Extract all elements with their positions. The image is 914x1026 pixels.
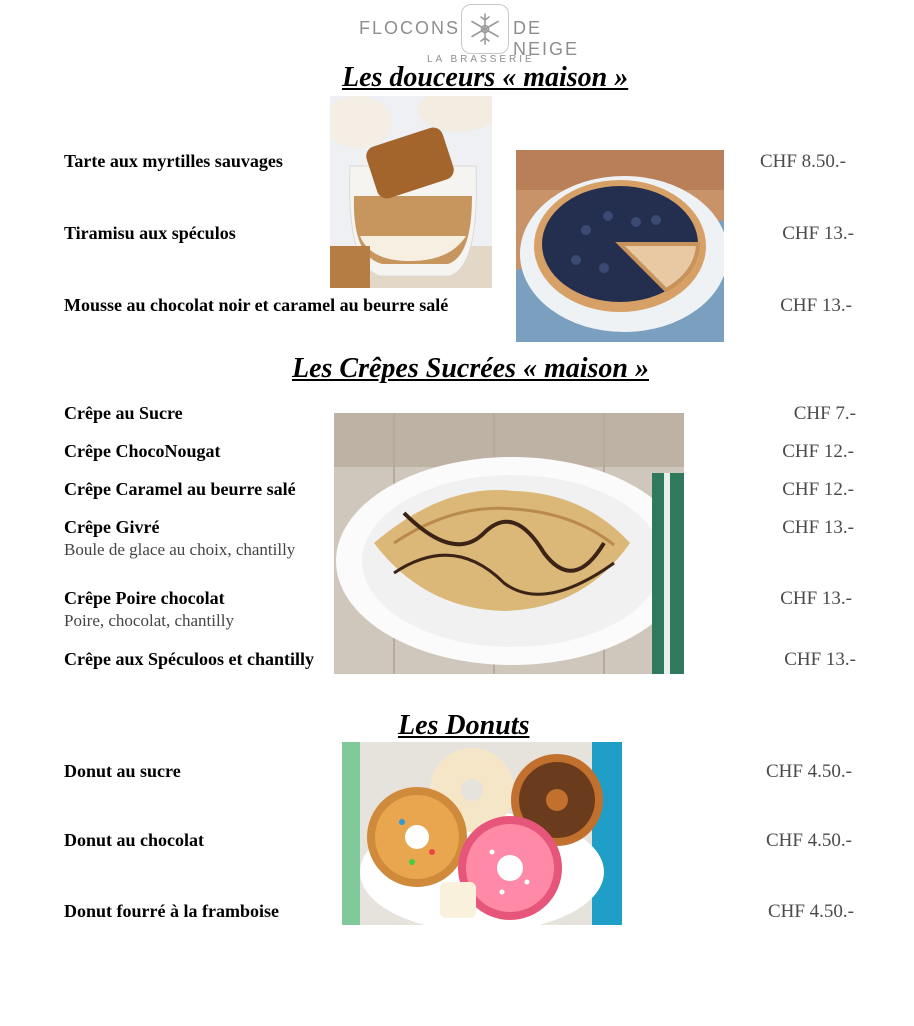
menu-item-name: Donut fourré à la framboise [64,901,279,921]
brand-logo [355,4,615,68]
crepes-photo [334,413,684,674]
menu-item-name: Crêpe Givré [64,517,160,537]
menu-item-name: Crêpe Poire chocolat [64,588,225,608]
menu-item-price: CHF 4.50.- [765,830,852,851]
snowflake-icon [461,4,509,54]
menu-item-name: Crêpe Caramel au beurre salé [64,479,296,499]
menu-item-name: Crêpe aux Spéculoos et chantilly [64,649,314,669]
menu-item-price: CHF 12.- [782,479,854,500]
menu-item-price: CHF 13.- [782,223,854,244]
menu-item-name: Crêpe ChocoNougat [64,441,221,461]
menu-item-name: Donut au chocolat [64,830,205,850]
section-title-douceurs: Les douceurs « maison » [342,62,629,93]
menu-item-price: CHF 12.- [782,441,854,462]
section-title-crepes: Les Crêpes Sucrées « maison » [292,353,649,384]
menu-item-name: Mousse au chocolat noir et caramel au beurre salé [64,295,449,315]
brand-name-left: FLOCONS [359,18,461,38]
menu-item-price: CHF 13.- [780,295,852,316]
menu-item-name: Donut au sucre [64,761,181,781]
donuts-photo [342,742,622,925]
menu-item-price: CHF 7.- [793,403,856,424]
tiramisu-photo [330,96,492,288]
menu-item-price: CHF 13.- [780,588,852,609]
menu-item-price: CHF 4.50.- [767,901,854,922]
menu-item-price: CHF 13.- [784,649,856,670]
menu-item-price: CHF 13.- [782,517,854,538]
menu-item-price: CHF 8.50.- [759,151,846,172]
brand-name-right: DE NEIGE [513,18,580,59]
menu-item-description: Poire, chocolat, chantilly [64,611,234,630]
blueberry-tart-photo [516,150,724,342]
menu-item-name: Tarte aux myrtilles sauvages [64,151,283,171]
menu-item-price: CHF 4.50.- [765,761,852,782]
menu-item-name: Tiramisu aux spéculos [64,223,236,243]
brand-subtitle: LA BRASSERIE [427,54,535,65]
section-title-donuts: Les Donuts [398,710,530,741]
menu-item-name: Crêpe au Sucre [64,403,183,423]
menu-item-description: Boule de glace au choix, chantilly [64,540,296,559]
